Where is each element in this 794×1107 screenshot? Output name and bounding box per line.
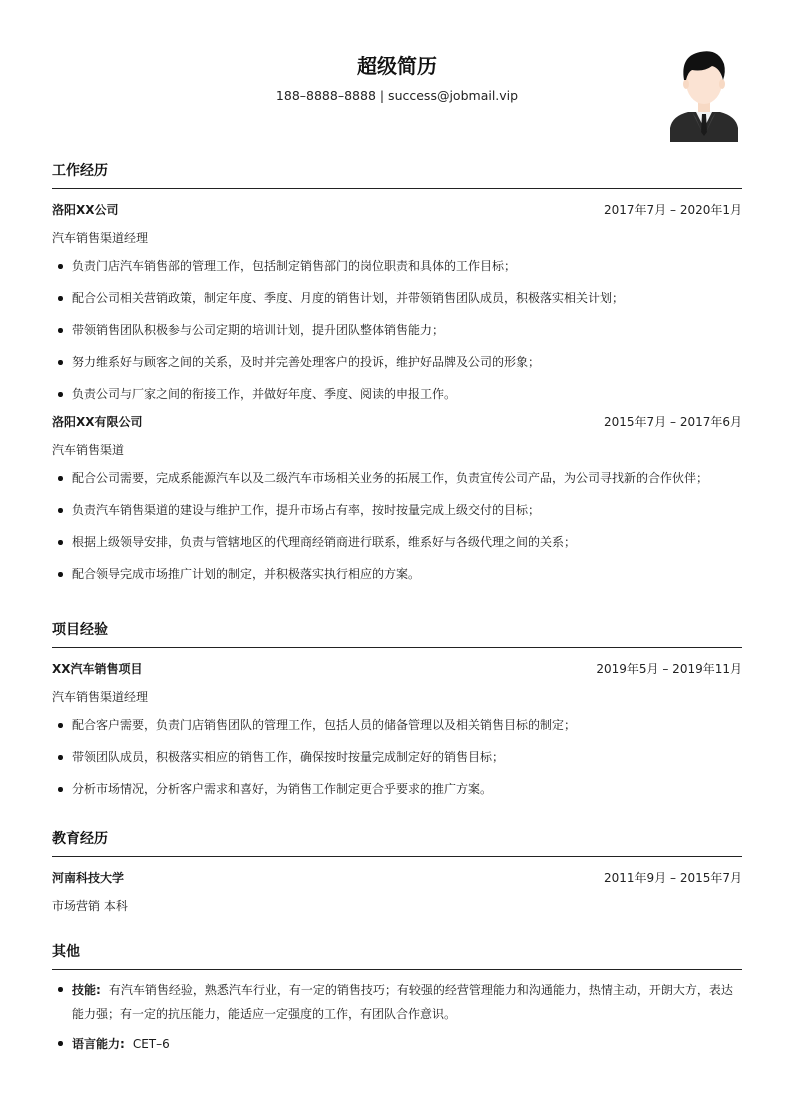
job-role: 汽车销售渠道经理 [52, 231, 149, 245]
contact-info: 188–8888–8888 | success@jobmail.vip [275, 88, 519, 103]
list-item: 配合领导完成市场推广计划的制定，并积极落实执行相应的方案。 [52, 563, 742, 585]
other-section-title: 其他 [52, 941, 742, 970]
entry-date: 2017年7月 – 2020年1月 [604, 203, 742, 217]
company-name: 洛阳XX公司 [52, 203, 119, 217]
work-entry-header [52, 201, 742, 218]
project-section [52, 619, 742, 800]
job-role: 汽车销售渠道 [52, 443, 125, 457]
project-list [52, 714, 742, 800]
project-role: 汽车销售渠道经理 [52, 690, 149, 704]
work-entry-header [52, 413, 742, 430]
education-section [52, 828, 742, 914]
entry-date: 2015年7月 – 2017年6月 [604, 415, 742, 429]
company-name: 洛阳XX有限公司 [52, 415, 143, 429]
list-item: 负责门店汽车销售部的管理工作，包括制定销售部门的岗位职责和具体的工作目标； [52, 255, 742, 277]
school-name: 河南科技大学 [52, 871, 125, 885]
list-item: 分析市场情况，分析客户需求和喜好，为销售工作制定更合乎要求的推广方案。 [52, 778, 742, 800]
list-item: 努力维系好与顾客之间的关系，及时并完善处理客户的投诉，维护好品牌及公司的形象； [52, 351, 742, 373]
list-item: 带领销售团队积极参与公司定期的培训计划，提升团队整体销售能力； [52, 319, 742, 341]
list-item: 配合公司需要，完成系能源汽车以及二级汽车市场相关业务的拓展工作，负责宣传公司产品，为公司寻找新的合作伙伴； [52, 467, 742, 489]
list-item: 负责公司与厂家之间的衔接工作，并做好年度、季度、阅读的申报工作。 [52, 383, 742, 405]
list-item-skills [52, 978, 742, 1026]
list-item: 根据上级领导安排，负责与管辖地区的代理商经销商进行联系，维系好与各级代理之间的关系； [52, 531, 742, 553]
list-item: 配合公司相关营销政策，制定年度、季度、月度的销售计划，并带领销售团队成员，积极落实相关计划； [52, 287, 742, 309]
list-item: 带领团队成员，积极落实相应的销售工作，确保按时按量完成制定好的销售目标； [52, 746, 742, 768]
major-degree: 市场营销 本科 [52, 899, 128, 913]
work-section-title: 工作经历 [52, 160, 742, 189]
skills-label: 技能: [72, 983, 101, 997]
project-entry-header [52, 660, 742, 677]
language-label: 语言能力: [72, 1037, 125, 1051]
duty-list [52, 467, 742, 585]
list-item: 负责汽车销售渠道的建设与维护工作，提升市场占有率，按时按量完成上级交付的目标； [52, 499, 742, 521]
duty-list [52, 255, 742, 405]
avatar [666, 46, 742, 142]
resume-title: 超级简历 [357, 54, 437, 78]
project-section-title: 项目经验 [52, 619, 742, 648]
resume-header [0, 0, 794, 150]
skills-text: 有汽车销售经验，熟悉汽车行业，有一定的销售技巧；有较强的经营管理能力和沟通能力，热情主动，开朗大方，表达能力强；有一定的抗压能力，能适应一定强度的工作，有团队合作意识。 [72, 983, 733, 1021]
list-item-language [52, 1032, 742, 1056]
list-item: 配合客户需要，负责门店销售团队的管理工作，包括人员的储备管理以及相关销售目标的制定； [52, 714, 742, 736]
entry-date: 2011年9月 – 2015年7月 [604, 871, 742, 885]
entry-date: 2019年5月 – 2019年11月 [596, 662, 742, 676]
education-section-title: 教育经历 [52, 828, 742, 857]
education-entry-header [52, 869, 742, 886]
project-name: XX汽车销售项目 [52, 662, 143, 676]
language-text: CET–6 [132, 1037, 170, 1051]
other-list [52, 978, 742, 1056]
work-section [52, 160, 742, 585]
other-section [52, 941, 742, 1056]
